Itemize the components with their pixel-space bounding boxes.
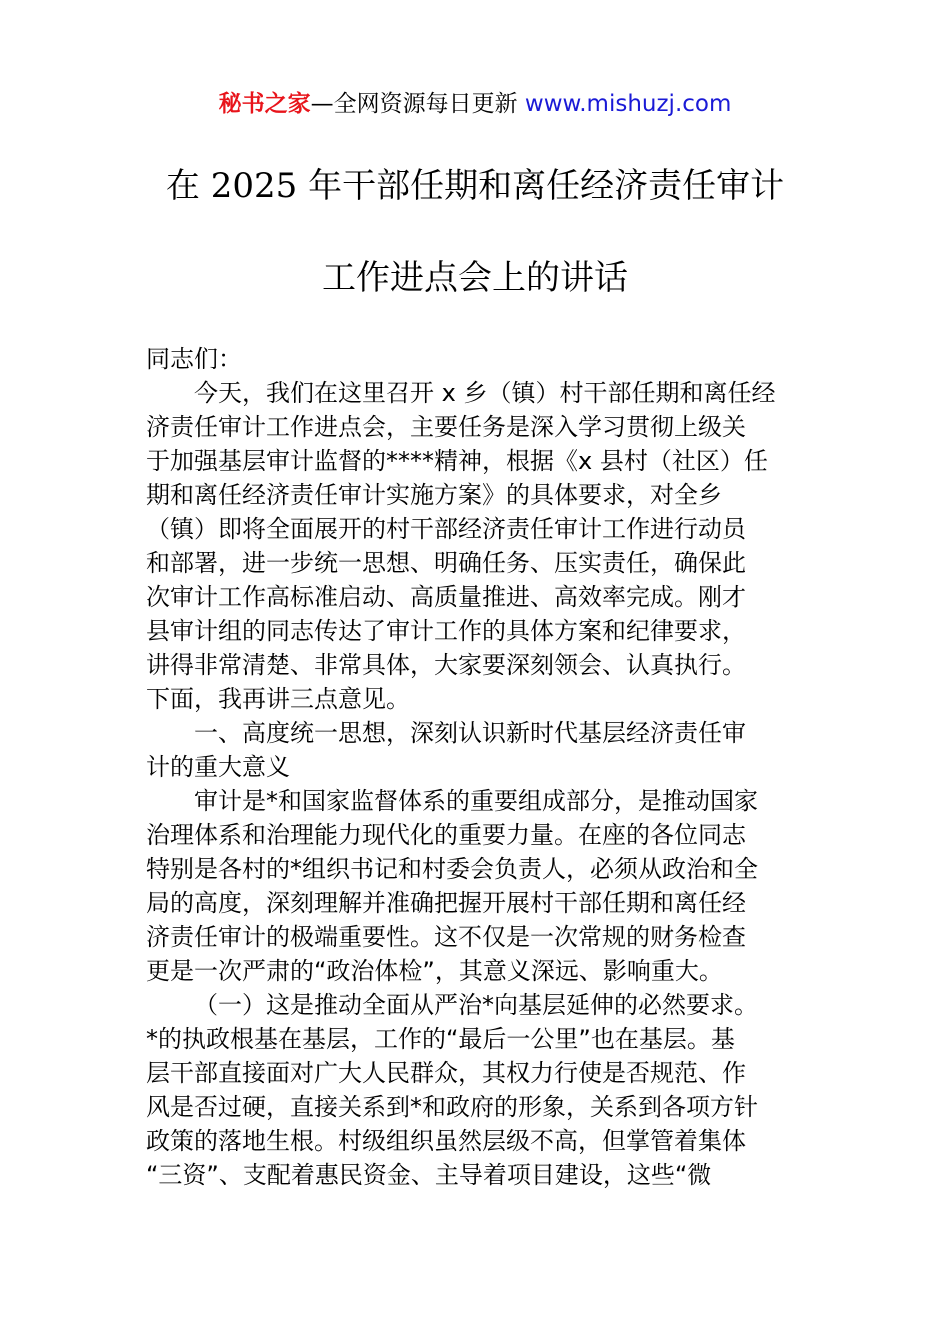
paragraph-line: 治理体系和治理能力现代化的重要力量。在座的各位同志 (146, 821, 746, 849)
paragraph-line: 下面，我再讲三点意见。 (146, 685, 410, 713)
salutation: 同志们： (146, 345, 242, 373)
paragraph-line: 今天，我们在这里召开 x 乡（镇）村干部任期和离任经 (194, 379, 776, 407)
paragraph-line: 讲得非常清楚、非常具体，大家要深刻领会、认真执行。 (146, 651, 746, 679)
paragraph-line: 更是一次严肃的“政治体检”，其意义深远、影响重大。 (146, 957, 723, 985)
site-url-link[interactable]: www.mishuzj.com (524, 91, 732, 117)
paragraph-line: 风是否过硬，直接关系到*和政府的形象，关系到各项方针 (146, 1093, 758, 1121)
subsection-line: （一）这是推动全面从严治*向基层延伸的必然要求。 (194, 991, 758, 1019)
paragraph-line: 县审计组的同志传达了审计工作的具体方案和纪律要求， (146, 617, 746, 645)
paragraph-line: 济责任审计的极端重要性。这不仅是一次常规的财务检查 (146, 923, 746, 951)
paragraph-line: 审计是*和国家监督体系的重要组成部分，是推动国家 (194, 787, 758, 815)
paragraph-line: “三资”、支配着惠民资金、主导着项目建设，这些“微 (146, 1161, 712, 1189)
paragraph-line: *的执政根基在基层，工作的“最后一公里”也在基层。基 (146, 1025, 735, 1053)
paragraph-line: 局的高度，深刻理解并准确把握开展村干部任期和离任经 (146, 889, 746, 917)
paragraph-line: 济责任审计工作进点会，主要任务是深入学习贯彻上级关 (146, 413, 746, 441)
paragraph-line: 层干部直接面对广大人民群众，其权力行使是否规范、作 (146, 1059, 746, 1087)
paragraph-line: 特别是各村的*组织书记和村委会负责人，必须从政治和全 (146, 855, 758, 883)
paragraph-line: （镇）即将全面展开的村干部经济责任审计工作进行动员 (146, 515, 746, 543)
paragraph-line: 政策的落地生根。村级组织虽然层级不高，但掌管着集体 (146, 1127, 746, 1155)
site-brand: 秘书之家 (218, 91, 311, 117)
paragraph-line: 期和离任经济责任审计实施方案》的具体要求，对全乡 (146, 481, 722, 509)
paragraph-line: 于加强基层审计监督的****精神，根据《x 县村（社区）任 (146, 447, 768, 475)
document-title-line-1: 在 2025 年干部任期和离任经济责任审计 (165, 166, 785, 206)
document-body (146, 342, 806, 1192)
document-title-line-2: 工作进点会上的讲话 (322, 258, 628, 298)
paragraph-line: 次审计工作高标准启动、高质量推进、高效率完成。刚才 (146, 583, 746, 611)
paragraph-line: 和部署，进一步统一思想、明确任务、压实责任，确保此 (146, 549, 746, 577)
section-heading-line: 计的重大意义 (146, 753, 290, 781)
site-slogan: —全网资源每日更新 (310, 91, 525, 117)
site-header (0, 86, 950, 122)
section-heading-line: 一、高度统一思想，深刻认识新时代基层经济责任审 (194, 719, 746, 747)
